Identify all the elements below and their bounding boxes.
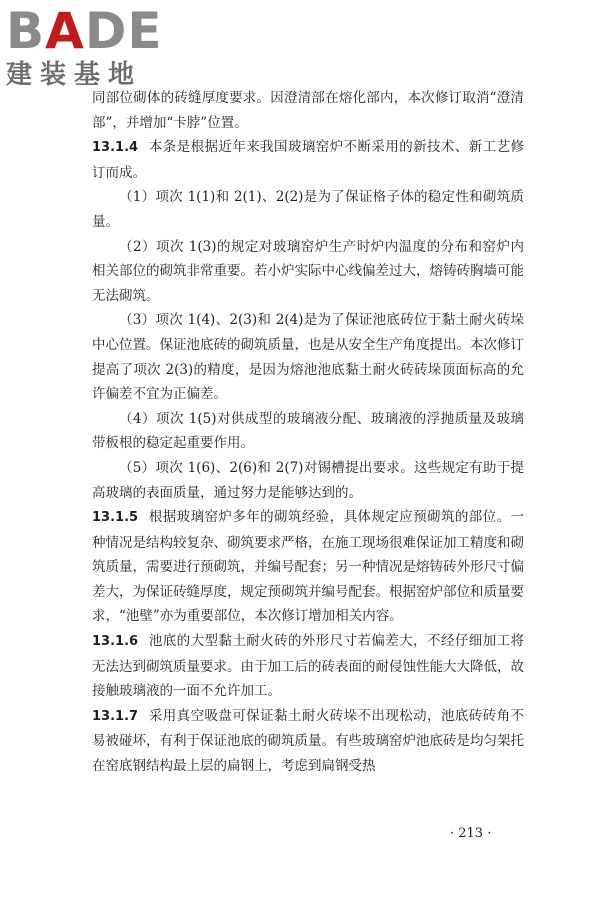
clause-number: 13.1.5 [92, 510, 139, 526]
page-number: · 213 · [450, 826, 492, 841]
clause-number: 13.1.6 [92, 634, 139, 650]
clause-paragraph: 13.1.7 采用真空吸盘可保证黏土耐火砖垛不出现松动，池底砖砖角不易被碰坏，有利于保证池底的砌筑质量。有些玻璃窑炉池底砖是均匀架托在窑底钢结构最上层的扁钢上，考虑到扁钢受热 [92, 707, 524, 775]
document-body [92, 86, 524, 779]
logo-wordmark: BADE [6, 2, 163, 60]
clause-paragraph: 13.1.6 池底的大型黏土耐火砖的外形尺寸若偏差大，不经仔细加工将无法达到砌筑质量要求。由于加工后的砖表面的耐侵蚀性能大大降低，故接触玻璃液的一面不允许加工。 [92, 633, 524, 700]
clause-number: 13.1.7 [92, 708, 139, 724]
logo-subtitle: 建装基地 [6, 60, 143, 90]
paragraph: （3）项次 1(4)、2(3)和 2(4)是为了保证池底砖位于黏土耐火砖垛中心位置。保证池底砖的砌筑质量，也是从安全生产角度提出。本次修订提高了项次 2(3)的精度，是因为熔池池底黏土耐火砖砖垛顶面标高的允许偏差不宜为正偏差。 [92, 312, 524, 403]
clause-number: 13.1.4 [92, 140, 139, 156]
paragraph: （5）项次 1(6)、2(6)和 2(7)对锡槽提出要求。这些规定有助于提高玻璃的表面质量，通过努力是能够达到的。 [92, 459, 524, 501]
brand-logo [6, 2, 176, 90]
paragraph: （2）项次 1(3)的规定对玻璃窑炉生产时炉内温度的分布和窑炉内相关部位的砌筑非常重要。若小炉实际中心线偏差过大，熔铸砖胸墙可能无法砌筑。 [92, 238, 524, 304]
clause-paragraph: 13.1.4 本条是根据近年来我国玻璃窑炉不断采用的新技术、新工艺修订而成。 [92, 139, 524, 181]
paragraph: （1）项次 1(1)和 2(1)、2(2)是为了保证格子体的稳定性和砌筑质量。 [92, 189, 524, 230]
clause-paragraph: 13.1.5 根据玻璃窑炉多年的砌筑经验，具体规定应预砌筑的部位。一种情况是结构较复杂、砌筑要求严格，在施工现场很难保证加工精度和砌筑质量，需要进行预砌筑，并编号配套；另一种情况是熔铸砖外形尺寸偏差大，为保证砖缝厚度，规定预砌筑并编号配套。根据窑炉部位和质量要求，“池壁”亦为重要部位，本次修订增加相关内容。 [92, 509, 524, 625]
paragraph: 同部位砌体的砖缝厚度要求。因澄清部在熔化部内，本次修订取消“澄清部”，并增加“卡脖”位置。 [92, 90, 524, 131]
paragraph: （4）项次 1(5)对供成型的玻璃液分配、玻璃液的浮抛质量及玻璃带板根的稳定起重要作用。 [92, 410, 524, 452]
